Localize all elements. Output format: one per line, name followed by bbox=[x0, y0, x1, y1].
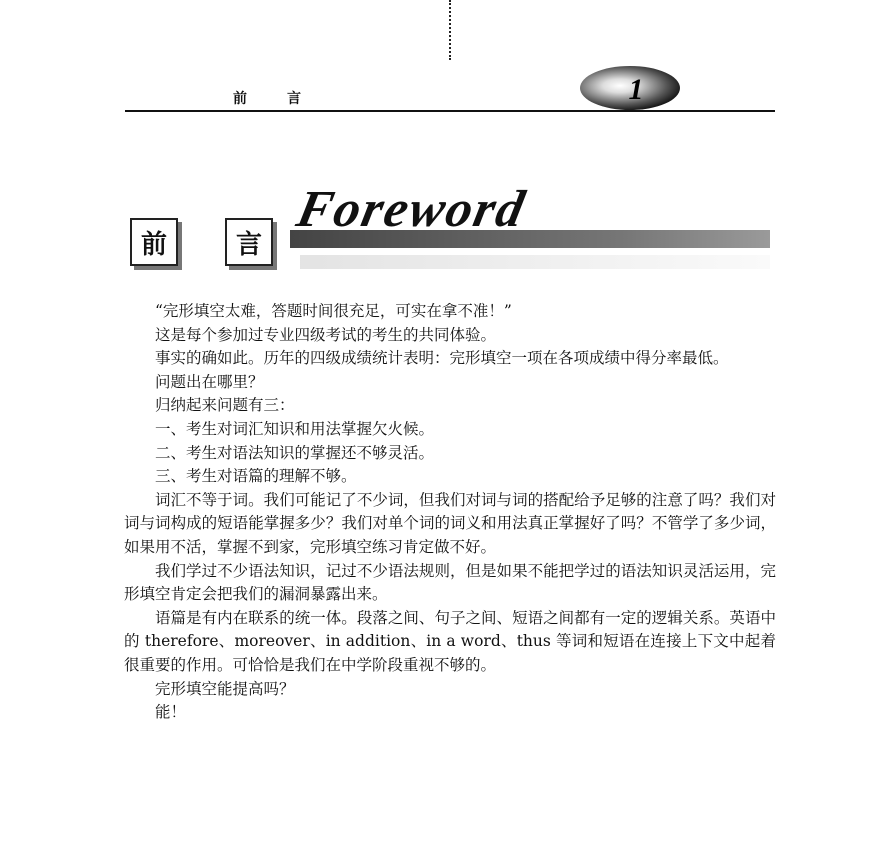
paragraph: 事实的确如此。历年的四级成绩统计表明：完形填空一项在各项成绩中得分率最低。 bbox=[155, 349, 729, 368]
page-number-badge bbox=[580, 66, 680, 110]
paragraph: 二、考生对语法知识的掌握还不够灵活。 bbox=[155, 443, 435, 462]
fold-line bbox=[449, 0, 451, 60]
paragraph: 一、考生对词汇知识和用法掌握欠火候。 bbox=[155, 419, 435, 438]
page-number: 1 bbox=[628, 73, 644, 106]
header-rule bbox=[125, 110, 775, 112]
title-english: Foreword bbox=[291, 181, 531, 238]
title-char-box-2: 言 bbox=[225, 218, 273, 266]
title-bar-shadow bbox=[300, 255, 770, 269]
running-title: 前言 bbox=[233, 91, 341, 107]
body-text bbox=[124, 300, 776, 725]
paragraph: 三、考生对语篇的理解不够。 bbox=[155, 467, 357, 486]
paragraph: 这是每个参加过专业四级考试的考生的共同体验。 bbox=[155, 325, 497, 344]
paragraph: 能！ bbox=[155, 703, 187, 722]
paragraph: 我们学过不少语法知识，记过不少语法规则，但是如果不能把学过的语法知识灵活运用，完形填空肯定会把我们的漏洞暴露出来。 bbox=[124, 561, 776, 604]
paragraph: 词汇不等于词。我们可能记了不少词，但我们对词与词的搭配给予足够的注意了吗？我们对词与词构成的短语能掌握多少？我们对单个词的词义和用法真正掌握好了吗？不管学了多少词，如果用不活，掌握不到家，完形填空练习肯定做不好。 bbox=[124, 490, 776, 556]
paragraph: 完形填空能提高吗？ bbox=[155, 679, 295, 698]
title-char-box-1: 前 bbox=[130, 218, 178, 266]
paragraph: 归纳起来问题有三： bbox=[155, 396, 295, 415]
paragraph: 语篇是有内在联系的统一体。段落之间、句子之间、短语之间都有一定的逻辑关系。英语中的 therefore、moreover、in addition、in a word、thus 等词和短语在连接上下文中起着很重要的作用。可恰恰是我们在中学阶段重视不够的。 bbox=[124, 608, 776, 674]
paragraph: “完形填空太难，答题时间很充足，可实在拿不准！” bbox=[155, 302, 512, 320]
paragraph: 问题出在哪里？ bbox=[155, 372, 264, 391]
